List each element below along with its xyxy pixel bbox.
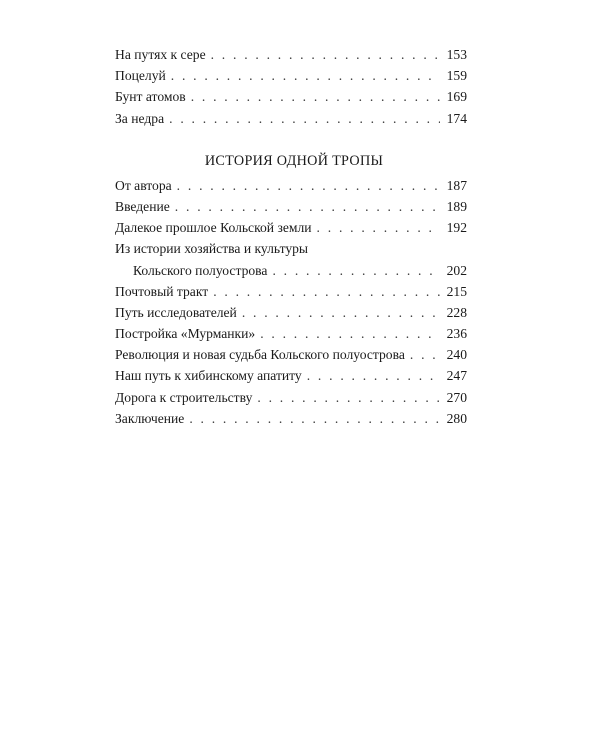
- section-heading: ИСТОРИЯ ОДНОЙ ТРОПЫ: [204, 152, 384, 169]
- toc-entry-page: 153: [446, 47, 467, 62]
- toc-entry: [115, 281, 467, 302]
- toc-entry: [115, 260, 467, 281]
- toc-entry: [115, 323, 467, 344]
- dot-leader: [213, 281, 440, 302]
- toc-entry-page: 169: [446, 89, 467, 105]
- toc-entry-page: 189: [446, 198, 467, 214]
- toc-entry: [115, 387, 467, 408]
- toc-entry-page: 240: [446, 347, 467, 363]
- toc-entry-title: Далекое прошлое Кольской земли: [115, 220, 312, 236]
- toc-entry-page: 192: [446, 220, 467, 236]
- toc-entry-title: Поцелуй: [115, 68, 166, 84]
- toc-group-stories: [115, 44, 467, 129]
- toc-entry: [115, 196, 467, 217]
- dot-leader: [169, 108, 440, 129]
- dot-leader: [257, 387, 440, 408]
- toc-entry-title: Из истории хозяйства и культуры: [115, 241, 309, 257]
- toc-entry-page: 159: [446, 68, 467, 84]
- dot-leader: [317, 217, 440, 238]
- toc-entry-page: 247: [446, 368, 467, 384]
- toc-entry: [115, 365, 467, 386]
- toc-entry: [115, 408, 467, 429]
- toc-entry-page: 174: [446, 110, 467, 126]
- toc-entry-title: Почтовый тракт: [115, 283, 209, 299]
- toc-entry: [115, 344, 467, 365]
- dot-leader: [189, 408, 440, 429]
- toc-group-trail-history: [115, 175, 467, 429]
- toc-entry-title: За недра: [115, 110, 165, 126]
- toc-entry: [115, 44, 467, 65]
- dot-leader: [211, 44, 440, 65]
- toc-entry: [115, 65, 467, 86]
- toc-entry-page: 280: [446, 410, 467, 426]
- dot-leader: [175, 196, 440, 217]
- toc-entry-page: 270: [446, 389, 467, 405]
- dot-leader: [272, 260, 440, 281]
- toc-entry-page: 202: [446, 262, 467, 278]
- toc-entry-title: Дорога к строительству: [115, 389, 253, 405]
- toc-entry-title: От автора: [115, 177, 172, 193]
- toc-entry-page: 187: [446, 177, 467, 193]
- toc-entry: [115, 302, 467, 323]
- dot-leader: [410, 344, 440, 365]
- toc-entry-title: На путях к сере: [115, 47, 206, 62]
- dot-leader: [242, 302, 440, 323]
- toc-entry-title: Кольского полуострова: [133, 262, 268, 278]
- toc-entry-title: Бунт атомов: [115, 89, 186, 105]
- toc-entry: [115, 175, 467, 196]
- table-of-contents: [115, 44, 467, 429]
- toc-entry-page: 228: [446, 304, 467, 320]
- dot-leader: [177, 175, 440, 196]
- toc-entry: [115, 217, 467, 238]
- toc-entry-title: Введение: [115, 198, 170, 214]
- toc-entry-title: Заключение: [115, 410, 185, 426]
- dot-leader: [191, 86, 440, 107]
- toc-entry-page: 215: [446, 283, 467, 299]
- dot-leader: [260, 323, 440, 344]
- toc-entry: [115, 108, 467, 129]
- toc-entry: [115, 86, 467, 107]
- toc-entry-continued: [115, 238, 467, 259]
- toc-entry-title: Наш путь к хибинскому апатиту: [115, 368, 302, 384]
- toc-entry-title: Путь исследователей: [115, 304, 237, 320]
- dot-leader: [307, 365, 440, 386]
- toc-entry-page: 236: [446, 326, 467, 342]
- dot-leader: [171, 65, 440, 86]
- toc-entry-title: Революция и новая судьба Кольского полуострова: [115, 347, 405, 363]
- toc-entry-title: Постройка «Мурманки»: [115, 326, 256, 342]
